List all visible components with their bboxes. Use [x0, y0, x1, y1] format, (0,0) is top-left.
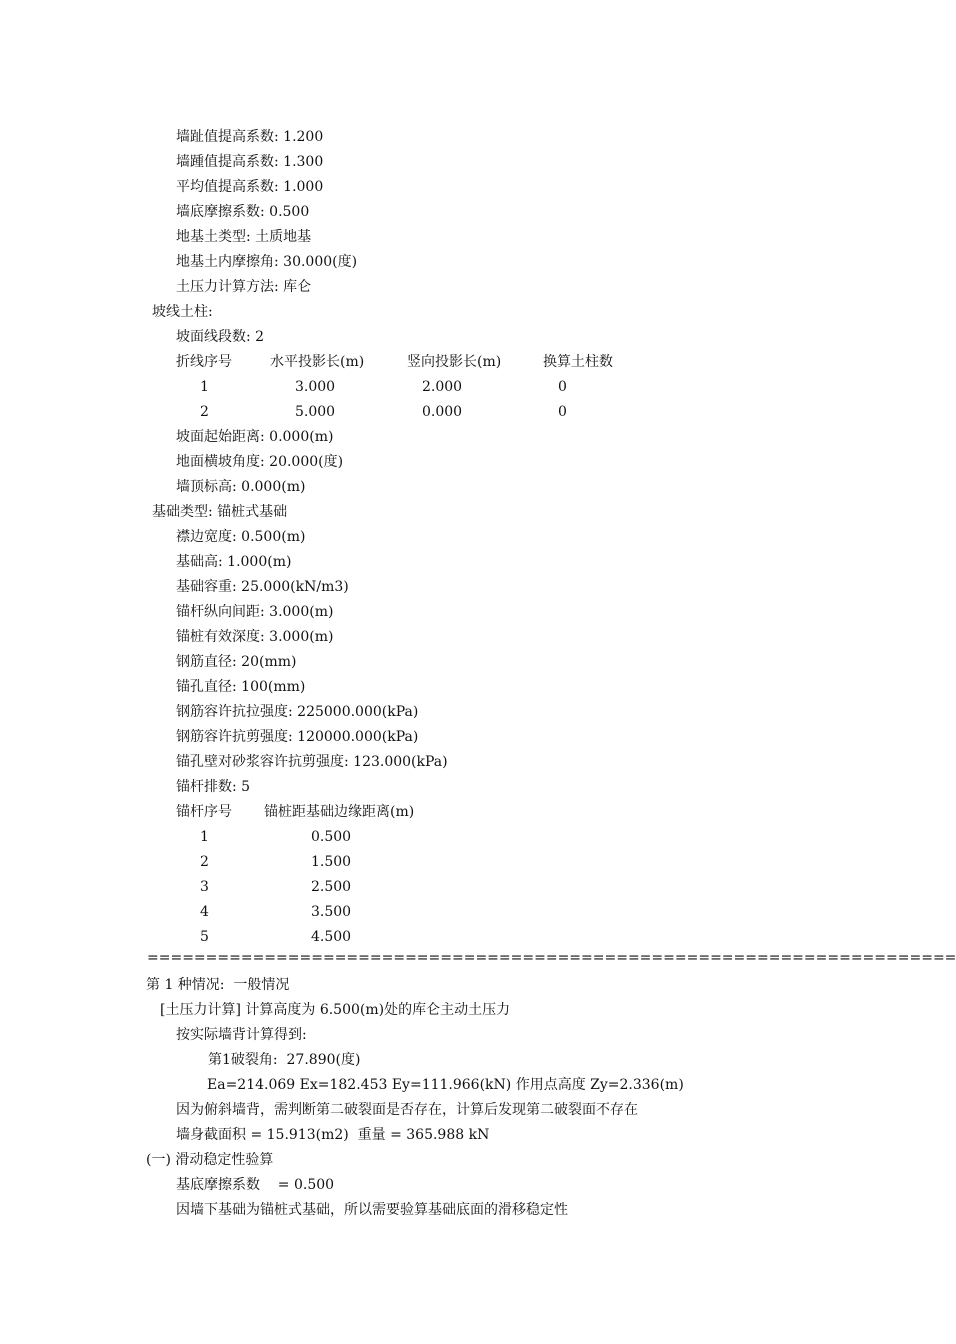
- slope-cell: 5.000: [295, 404, 336, 420]
- grout-shear-line: 锚孔壁对砂浆容许抗剪强度: 123.000(kPa): [176, 754, 448, 770]
- rupture-angle-line: 第1破裂角: 27.890(度): [208, 1052, 361, 1068]
- rod-col-header: 锚桩距基础边缘距离(m): [264, 804, 415, 820]
- rebar-dia-line: 钢筋直径: 20(mm): [176, 654, 297, 670]
- rod-cell: 1: [200, 829, 209, 845]
- second-rupture-line: 因为俯斜墙背，需判断第二破裂面是否存在，计算后发现第二破裂面不存在: [176, 1102, 638, 1118]
- slope-col-header: 折线序号: [176, 354, 232, 370]
- rebar-shear-line: 钢筋容许抗剪强度: 120000.000(kPa): [176, 729, 419, 745]
- separator-line: =====================================================================: [147, 950, 956, 966]
- slope-heading: 坡线土柱:: [152, 304, 213, 320]
- hole-dia-line: 锚孔直径: 100(mm): [176, 679, 306, 695]
- sliding-friction-line: 基底摩擦系数 = 0.500: [176, 1177, 335, 1193]
- avg-factor-line: 平均值提高系数: 1.000: [176, 179, 324, 195]
- base-friction-line: 墙底摩擦系数: 0.500: [176, 204, 310, 220]
- pile-depth-line: 锚桩有效深度: 3.000(m): [176, 629, 334, 645]
- slope-col-header: 竖向投影长(m): [407, 354, 502, 370]
- segment-count-line: 坡面线段数: 2: [176, 329, 265, 345]
- earth-method-line: 土压力计算方法: 库仑: [176, 279, 312, 295]
- sliding-note-line: 因墙下基础为锚桩式基础，所以需要验算基础底面的滑移稳定性: [176, 1202, 568, 1218]
- wall-top-elev-line: 墙顶标高: 0.000(m): [176, 479, 306, 495]
- rod-col-header: 锚杆序号: [176, 804, 232, 820]
- sliding-title: (一) 滑动稳定性验算: [146, 1152, 274, 1168]
- rod-spacing-line: 锚杆纵向间距: 3.000(m): [176, 604, 334, 620]
- slope-cell: 2.000: [422, 379, 463, 395]
- toe-width-line: 襟边宽度: 0.500(m): [176, 529, 306, 545]
- forces-line: Ea=214.069 Ex=182.453 Ey=111.966(kN) 作用点高度 Zy=2.336(m): [207, 1077, 684, 1093]
- slope-col-header: 换算土柱数: [543, 354, 613, 370]
- soil-type-line: 地基土类型: 土质地基: [176, 229, 312, 245]
- ground-angle-line: 地面横坡角度: 20.000(度): [176, 454, 344, 470]
- rod-cell: 2: [200, 854, 209, 870]
- slope-cell: 2: [200, 404, 209, 420]
- rebar-tensile-line: 钢筋容许抗拉强度: 225000.000(kPa): [176, 704, 419, 720]
- heel-factor-line: 墙踵值提高系数: 1.300: [176, 154, 324, 170]
- rod-cell: 2.500: [311, 879, 352, 895]
- slope-cell: 3.000: [295, 379, 336, 395]
- case-title: 第 1 种情况: 一般情况: [146, 977, 290, 993]
- rod-cell: 4: [200, 904, 209, 920]
- wall-back-line: 按实际墙背计算得到:: [176, 1027, 307, 1043]
- toe-factor-line: 墙趾值提高系数: 1.200: [176, 129, 324, 145]
- internal-friction-line: 地基土内摩擦角: 30.000(度): [176, 254, 358, 270]
- earth-calc-line: [土压力计算] 计算高度为 6.500(m)处的库仑主动土压力: [160, 1002, 511, 1018]
- start-distance-line: 坡面起始距离: 0.000(m): [176, 429, 334, 445]
- foundation-heading: 基础类型: 锚桩式基础: [152, 504, 288, 520]
- foundation-height-line: 基础高: 1.000(m): [176, 554, 292, 570]
- rod-cell: 0.500: [311, 829, 352, 845]
- unit-weight-line: 基础容重: 25.000(kN/m3): [176, 579, 349, 595]
- slope-cell: 1: [200, 379, 209, 395]
- slope-cell: 0.000: [422, 404, 463, 420]
- slope-cell: 0: [558, 379, 567, 395]
- rod-cell: 3.500: [311, 904, 352, 920]
- slope-col-header: 水平投影长(m): [270, 354, 365, 370]
- rod-cell: 1.500: [311, 854, 352, 870]
- rod-cell: 5: [200, 929, 209, 945]
- section-area-line: 墙身截面积 = 15.913(m2) 重量 = 365.988 kN: [176, 1127, 490, 1143]
- rod-cell: 4.500: [311, 929, 352, 945]
- slope-cell: 0: [558, 404, 567, 420]
- rod-rows-line: 锚杆排数: 5: [176, 779, 251, 795]
- rod-cell: 3: [200, 879, 209, 895]
